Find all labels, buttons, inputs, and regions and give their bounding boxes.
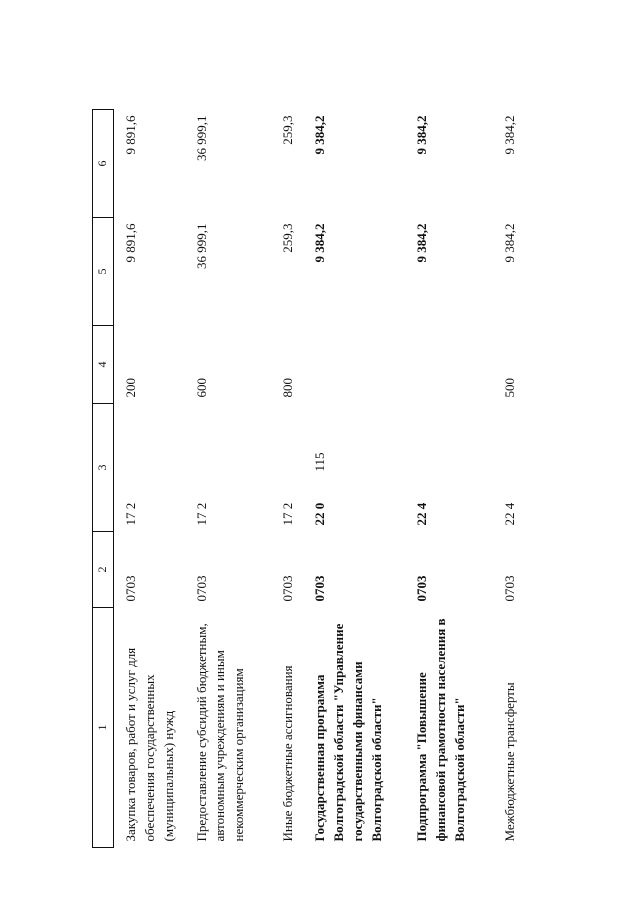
program-code: 17 2 (123, 502, 138, 526)
amount-col5: 36 999,1 (193, 223, 209, 269)
row-name: Межбюджетные трансферты (502, 682, 518, 842)
amount-col6: 9 384,2 (312, 115, 328, 155)
budget-table-container (92, 110, 614, 848)
column-header-1: 1 (93, 608, 114, 848)
column-header-3: 3 (93, 404, 114, 532)
amount-col5: 9 384,2 (502, 223, 518, 263)
program-code: 17 2 (193, 502, 209, 526)
column-header-2: 2 (93, 532, 114, 608)
row-name: Предоставление субсидий бюджетным, автономным учреждениям и иным некоммерческим организациям (193, 623, 247, 842)
row-name: Подпрограмма "Повышение финансовой грамотности населения в Волгоградской области" (414, 618, 468, 842)
column-header-4: 4 (93, 326, 114, 404)
section-code: 0703 (123, 575, 138, 602)
table-header-row (93, 110, 114, 848)
section-code: 0703 (279, 575, 295, 602)
budget-table (92, 109, 553, 848)
table-row (185, 110, 271, 848)
section-code: 0703 (193, 575, 209, 602)
row-name: Закупка товаров, работ и услуг для обеспечения государственных (муниципальных) нужд (123, 647, 176, 842)
expense-type-code: 500 (502, 378, 518, 398)
expense-type-code: 600 (193, 378, 209, 398)
section-code: 0703 (414, 575, 430, 602)
table-body (114, 110, 554, 848)
amount-col5: 9 384,2 (414, 223, 430, 263)
amount-col6: 9 384,2 (414, 115, 430, 155)
program-code: 22 0 (312, 502, 328, 526)
amount-col5: 259,3 (279, 223, 295, 253)
program-code: 17 2 (279, 502, 295, 526)
amount-col6: 9 891,6 (123, 115, 138, 155)
page-number: 115 (312, 452, 327, 472)
table-row (405, 110, 493, 848)
table-row (114, 110, 185, 848)
expense-type-code (303, 326, 405, 404)
row-name: Государственная программа Волгоградской области "Управление государственными финансами Волгоградской области" (312, 623, 384, 842)
table-row (271, 110, 304, 848)
amount-col6: 259,3 (279, 115, 295, 145)
table-row (493, 110, 553, 848)
expense-type-code: 800 (279, 378, 295, 398)
program-code: 22 4 (414, 502, 430, 526)
program-code: 22 4 (502, 502, 518, 526)
amount-col5: 9 384,2 (312, 223, 328, 263)
amount-col5: 9 891,6 (123, 223, 138, 263)
amount-col6: 36 999,1 (193, 115, 209, 161)
section-code: 0703 (502, 575, 518, 602)
column-header-5: 5 (93, 218, 114, 326)
row-name: Иные бюджетные ассигнования (279, 665, 295, 842)
amount-col6: 9 384,2 (502, 115, 518, 155)
column-header-6: 6 (93, 110, 114, 218)
table-row (303, 110, 405, 848)
expense-type-code (405, 326, 493, 404)
expense-type-code: 200 (123, 378, 138, 398)
section-code: 0703 (312, 575, 328, 602)
